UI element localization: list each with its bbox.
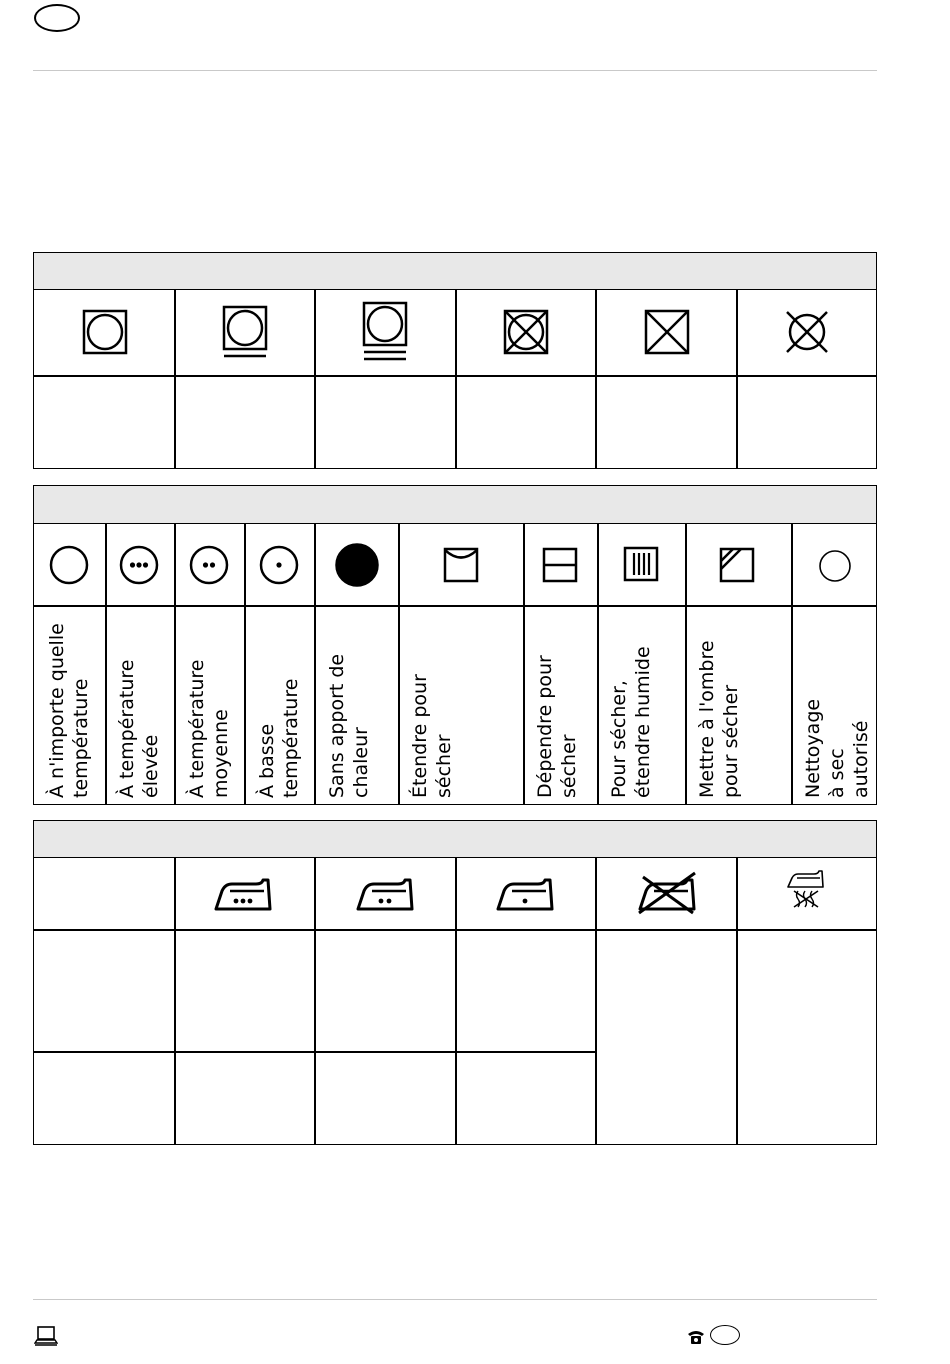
dry-low-temperature-icon xyxy=(259,545,299,585)
line-dry-icon xyxy=(443,547,479,583)
do-not-dry-clean-icon xyxy=(784,309,830,355)
laptop-icon xyxy=(34,1325,58,1347)
table-header-band xyxy=(34,253,876,290)
drying-label: À basse température xyxy=(256,678,302,798)
dry-in-shade-icon xyxy=(719,547,755,583)
flat-dry-icon xyxy=(542,547,578,583)
col-divider xyxy=(105,524,107,804)
drip-dry-icon xyxy=(623,546,659,582)
col-divider xyxy=(595,858,597,1144)
dry-any-temperature-icon xyxy=(49,545,89,585)
header-divider xyxy=(33,70,877,71)
table-header-band xyxy=(34,486,876,524)
col-divider xyxy=(791,524,793,804)
drying-label: Pour sécher, étendre humide xyxy=(608,646,654,798)
col-divider xyxy=(314,290,316,468)
iron-high-temperature-icon xyxy=(212,875,274,913)
col-divider xyxy=(595,290,597,468)
col-divider xyxy=(314,524,316,804)
col-divider xyxy=(455,290,457,468)
do-not-dry-icon xyxy=(644,309,690,355)
country-code-oval xyxy=(34,4,80,32)
ironing-table xyxy=(33,820,877,1145)
col-divider xyxy=(685,524,687,804)
col-divider xyxy=(174,858,176,1144)
dry-no-heat-icon xyxy=(334,542,380,588)
do-not-tumble-dry-icon xyxy=(503,309,549,355)
col-divider xyxy=(736,290,738,468)
footer-divider xyxy=(33,1299,877,1300)
col-divider xyxy=(455,858,457,1144)
drying-label: À température élevée xyxy=(116,659,162,798)
col-divider xyxy=(597,524,599,804)
drying-label: Étendre pour sécher xyxy=(409,674,455,798)
country-code-oval xyxy=(710,1325,740,1345)
col-divider xyxy=(398,524,400,804)
col-divider xyxy=(314,858,316,1144)
dry-medium-temperature-icon xyxy=(189,545,229,585)
drying-label: Sans apport de chaleur xyxy=(326,653,372,798)
telephone-icon xyxy=(686,1328,706,1346)
iron-medium-temperature-icon xyxy=(354,875,416,913)
tumble-dry-icon xyxy=(82,309,128,355)
tumble-dry-table xyxy=(33,252,877,469)
drying-table xyxy=(33,485,877,805)
col-divider xyxy=(244,524,246,804)
row-divider xyxy=(34,605,876,607)
tumble-dry-very-gentle-icon xyxy=(362,301,408,365)
col-divider xyxy=(174,290,176,468)
do-not-iron-icon xyxy=(635,869,699,915)
col-divider xyxy=(174,524,176,804)
do-not-steam-icon xyxy=(784,869,828,909)
tumble-dry-gentle-icon xyxy=(222,305,268,361)
drying-label: À température moyenne xyxy=(186,659,232,798)
col-divider xyxy=(523,524,525,804)
drying-label: À n'importe quelle température xyxy=(46,623,92,798)
drying-label: Mettre à l'ombre pour sécher xyxy=(696,640,742,798)
dry-clean-icon xyxy=(818,549,852,583)
iron-low-temperature-icon xyxy=(494,875,556,913)
drying-label: Dépendre pour sécher xyxy=(534,655,580,798)
dry-high-temperature-icon xyxy=(119,545,159,585)
drying-label: Nettoyage à sec autorisé xyxy=(802,698,872,798)
table-header-band xyxy=(34,821,876,858)
col-divider xyxy=(736,858,738,1144)
